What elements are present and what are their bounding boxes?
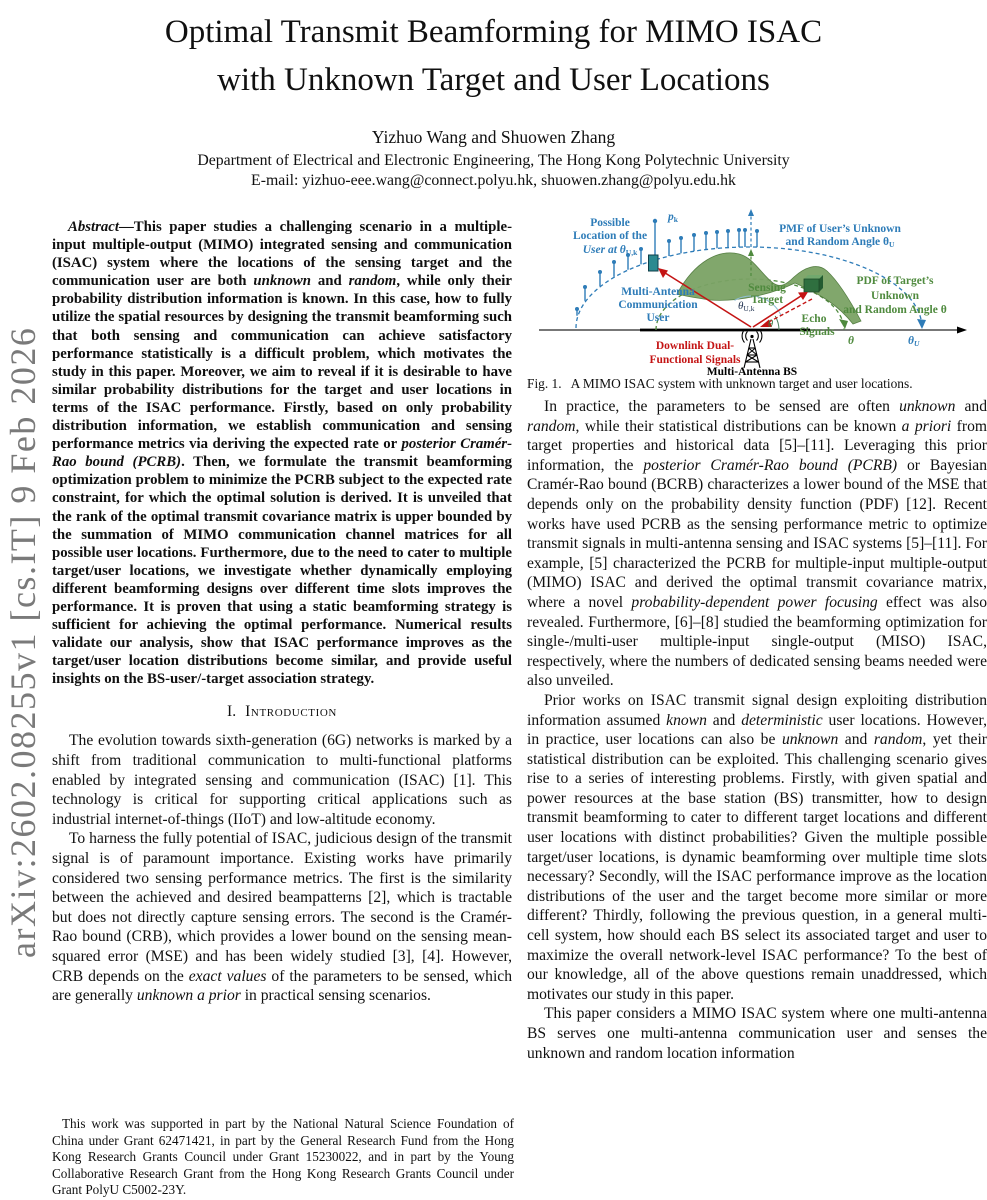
svg-text:and Random Angle θU: and Random Angle θU bbox=[785, 236, 895, 249]
svg-text:Functional Signals: Functional Signals bbox=[649, 354, 741, 366]
axis-theta-u-label: θU bbox=[908, 335, 920, 348]
svg-text:Communication: Communication bbox=[618, 299, 698, 311]
left-column bbox=[52, 218, 512, 1006]
possible-user-label: Possible bbox=[590, 217, 630, 229]
bs-label: Multi-Antenna BS bbox=[706, 366, 798, 377]
title-line-2: with Unknown Target and User Locations bbox=[217, 62, 770, 98]
axis-theta-label: θ bbox=[848, 335, 854, 347]
theta-uk-angle-label: θU,k bbox=[738, 300, 755, 313]
title-line-1: Optimal Transmit Beamforming for MIMO ISAC bbox=[164, 14, 823, 50]
body-paragraph-pcrb: In practice, the parameters to be sensed are often unknown and random, while their statistical distributions can be known a priori from target properties and historical data [5]–[11]. Leveraging this prior information, the posterior Cramér-Rao bound (PCRB) or Bayesian Cramér-Rao bound (BCRB) characterizes a lower bound of the MSE that depends only on the probability density function (PDF) [12]. Recent works have used PCRB as the sensing performance metric to optimize transmit signals in multi-antenna sensing and ISAC systems [5]–[11]. For example, [5] characterized the PCRB for multiple-input multiple-output (MIMO) ISAC and derived the optimal transmit covariance matrix, where a novel probability-dependent power focusing effect was also revealed. Furthermore, [6]–[8] studied the beamforming optimization for single-/multi-user multiple-input single-output (MISO) ISAC, respectively, where the numbers of dedicated sensing beams needed were also unveiled. bbox=[527, 398, 987, 690]
pk-label: pk bbox=[668, 211, 678, 224]
comm-user-label: Multi-Antenna bbox=[621, 286, 695, 298]
arxiv-banner: arXiv:2602.08255v1 [cs.IT] 9 Feb 2026 bbox=[3, 326, 43, 958]
horizontal-axis bbox=[539, 327, 967, 334]
body-paragraph-this-paper: This paper considers a MIMO ISAC system where one multi-antenna BS serves one multi-antenna communication user and senses the unknown and random location information bbox=[527, 1005, 987, 1062]
figure1 bbox=[527, 205, 985, 377]
abstract-paragraph: Abstract—This paper studies a challenging scenario in a multiple-input multiple-output (MIMO) integrated sensing and communication (ISAC) system where the locations of the sensing target and the communication user are both unknown and random, while only their probability distribution information is known. In this case, how to fully utilize the spatial resources by designing the transmit beamforming such that both sensing and communication can achieve satisfactory performance statistically is a difficult problem, which motivates the study in this paper. Moreover, we aim to reveal if it is desirable to have similar probability distributions for the target and user locations in terms of the ISAC performance. Firstly, based on only probability distribution information, we establish communication and sensing performance metrics via deriving the expected rate or posterior Cramér-Rao bound (PCRB). Then, we formulate the transmit beamforming optimization problem to minimize the PCRB subject to the expected rate constraint, for which the optimal solution is derived. It is unveiled that the rank of the optimal transmit covariance matrix is upper bounded by the summation of MIMO communication channel matrices for all possible user locations. Furthermore, due to the need to cater to multiple target/user locations, we investigate whether dynamically employing different beamforming designs over different time slots improves the performance. It is proven that using a static beamforming strategy is sufficient for achieving the optimal performance. Numerical results validate our analysis, show that ISAC performance improves as the target/user location distributions become similar, and provide useful insights on the BS-user/-target association strategy. bbox=[52, 219, 512, 688]
figure1-caption-text: A MIMO ISAC system with unknown target and user locations. bbox=[570, 376, 913, 391]
section-number: I. bbox=[227, 703, 237, 721]
communication-user-box bbox=[649, 255, 659, 271]
sensing-target-box bbox=[804, 275, 823, 292]
figure-labels bbox=[573, 211, 947, 377]
figure1-caption bbox=[527, 376, 987, 392]
funding-footnote: This work was supported in part by the National Natural Science Foundation of China under Grant 62471421, in part by the General Research Fund from the Hong Kong Research Grants Council under Grant 15230022, and in part by the Young Collaborative Research Grant from the Hong Kong Research Grants Council under Grant PolyU C5002-23Y. bbox=[52, 1116, 514, 1198]
pmf-label: PMF of User’s Unknown bbox=[779, 223, 901, 235]
svg-text:User: User bbox=[646, 312, 670, 324]
figure1-diagram bbox=[527, 205, 985, 377]
email-line: E-mail: yizhuo-eee.wang@connect.polyu.hk, shuowen.zhang@polyu.edu.hk bbox=[251, 172, 736, 189]
svg-text:User at θU,k: User at θU,k bbox=[582, 244, 638, 257]
theta-angle-label: θ bbox=[768, 319, 774, 330]
svg-text:and Random Angle θ: and Random Angle θ bbox=[843, 304, 947, 316]
affiliation-line: Department of Electrical and Electronic Engineering, The Hong Kong Polytechnic University bbox=[197, 152, 790, 169]
intro-paragraph-2: To harness the fully potential of ISAC, judicious design of the transmit signal is of paramount importance. Existing works have primarily considered two sensing performance metrics. The first is the similarity between the achieved and desired beampatterns [2], which is tractable but does not directly capture sensing errors. The second is the Cramér-Rao bound (CRB), which provides a lower bound on the sensing mean-squared error (MSE) and has been widely studied [3], [4]. However, CRB depends on the exact values of the parameters to be sensed, which are generally unknown a prior in practical sensing scenarios. bbox=[52, 830, 512, 1005]
svg-text:Target: Target bbox=[750, 294, 784, 306]
echo-signals-label: Echo bbox=[801, 313, 827, 325]
body-paragraph-prior-works: Prior works on ISAC transmit signal design exploiting distribution information assumed known and deterministic user locations. However, in practice, user locations can also be unknown and random, yet their statistical distribution can be exploited. This challenging scenario gives rise to a series of interesting problems. Firstly, with given spatial and power resources at the base station (BS) transmitter, how to design transmit beamforming to cater to different target locations and different user locations with distinct probabilities? Given the multiple possible target/user locations, is dynamic beamforming over multiple time slots necessary? Secondly, will the ISAC performance improve as the location distributions of the user and the target become more similar or more different? Thirdly, following the previous question, in a general multi-cell system, how should each BS select its associated target and user to maximize the overall network-level ISAC performance? To the best of our knowledge, all of the above questions remain unaddressed, which motivates our study in this paper. bbox=[527, 691, 987, 1003]
figure1-caption-tag: Fig. 1. bbox=[527, 376, 562, 391]
section-title: Introduction bbox=[245, 703, 337, 721]
svg-text:Unknown: Unknown bbox=[871, 290, 919, 302]
pmf-axis bbox=[748, 209, 754, 247]
bs-antenna-icon bbox=[742, 330, 762, 369]
sensing-target-label: Sensing bbox=[748, 282, 786, 294]
paper-header bbox=[0, 8, 987, 190]
authors-line: Yizhuo Wang and Shuowen Zhang bbox=[371, 127, 616, 147]
downlink-label: Downlink Dual- bbox=[655, 340, 735, 352]
section-heading-introduction bbox=[52, 703, 512, 721]
page-title bbox=[0, 8, 987, 104]
intro-paragraph-1: The evolution towards sixth-generation (6G) networks is marked by a shift from traditional communication to multi-functional platforms enabled by integrated sensing and communication (ISAC) [1]. This technology is critical for supporting critical applications such as industrial internet-of-things (IIoT) and low-altitude economy. bbox=[52, 732, 512, 828]
svg-text:Signals: Signals bbox=[799, 326, 835, 338]
pdf-label: PDF of Target’s bbox=[856, 275, 934, 287]
right-column bbox=[527, 397, 987, 1063]
svg-text:Location of the: Location of the bbox=[572, 230, 648, 242]
